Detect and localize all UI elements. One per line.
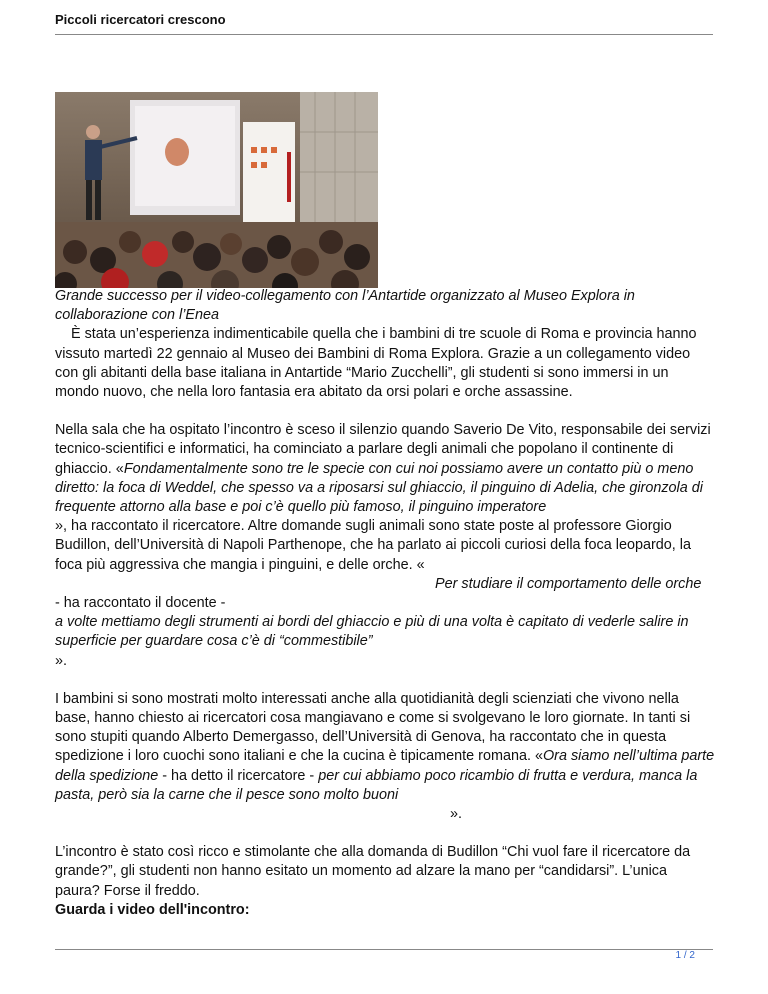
text-run: ». — [450, 806, 463, 823]
video-heading: Guarda i video dell'incontro: — [55, 901, 250, 918]
quote-run: per cui abbiamo poco ricambio di frutta e verdura, manca la pasta, però sia la carne che il pesce sono molto buoni — [55, 767, 698, 803]
text-run: ». — [55, 652, 68, 669]
photo-caption: Grande successo per il video-collegamento con l’Antartide organizzato al Museo Explora in collaborazione con l’Enea — [55, 288, 635, 324]
quote-run: Fondamentalmente sono tre le specie con cui noi possiamo avere un contatto più o meno diretto: — [55, 460, 694, 496]
paragraph-intro-text: È stata un’esperienza indimenticabile quella che i bambini di tre scuole di Roma e provincia hanno vissuto martedì 22 gennaio al Museo dei Bambini di Roma Explora. Grazie a un collegamento video con gli abitanti della base italiana in Antartide “Mario Zucchelli”, gli studenti si sono immersi in un mondo nuovo, che nella loro fantasia era abitato da orsi polari e orche assassine. — [55, 326, 697, 401]
text-run: - ha raccontato il docente - — [55, 595, 226, 612]
page-number: 1 / 2 — [675, 950, 695, 961]
quote-run: Per studiare il comportamento delle orche — [435, 575, 702, 592]
text-run: », ha raccontato il ricercatore. Altre domande sugli animali sono state poste al professore Giorgio Budillon, dell’Università di Napoli Parthenope, che ha parlato ai piccoli curiosi della foca leopardo, la foca più aggressiva che mangia i pinguini, e delle orche. « — [55, 518, 691, 573]
quote-run: Ora siamo nell’ultima parte della spedizione — [55, 748, 715, 784]
paragraph-daily-life — [55, 690, 715, 824]
footer-divider — [55, 949, 713, 950]
text-run: Nella sala che ha ospitato l’incontro è sceso il silenzio quando Saverio De Vito, responsabile dei servizi tecnico-scientifici e informatici, ha cominciato a parlare degli animali che popolano il continente di ghiaccio. « — [55, 422, 711, 477]
article-body — [55, 287, 715, 920]
header-divider — [55, 34, 713, 35]
text-run: I bambini si sono mostrati molto interessati anche alla quotidianità degli scienziati che vivono nella base, hanno chiesto ai ricercatori cosa mangiavano e come si svolgevano le loro giornate. In tanti si sono stupiti quando Alberto Demergasso, dell’Università di Genova, ha raccontato che in questa spedizione i loro cuochi sono italiani e che la cucina è tipicamente romana. « — [55, 690, 691, 765]
paragraph-closing: L’incontro è stato così ricco e stimolante che alla domanda di Budillon “Chi vuol fare il ricercatore da grande?”, gli studenti non hanno esitato un momento ad alzare la mano per “candidarsi”. L’unica paura? Forse il freddo. — [55, 844, 691, 899]
text-run: - ha detto il ricercatore - — [158, 767, 319, 784]
article-photo — [55, 92, 378, 288]
quote-run: la foca di Weddel, che spesso va a riposarsi sul ghiaccio, il pinguino di Adelia, che gironzola di frequente attorno alla base e poi c’è quello più famoso, il pinguino imperatore — [55, 479, 703, 516]
quote-run: a volte mettiamo degli strumenti ai bordi del ghiaccio e più di una volta è capitato di vederle salire in superficie per guardare cosa c’è di “commestibile” — [55, 614, 689, 650]
paragraph-animals — [55, 421, 715, 671]
paragraph-intro — [55, 325, 715, 402]
page-header-title: Piccoli ricercatori crescono — [55, 12, 226, 27]
